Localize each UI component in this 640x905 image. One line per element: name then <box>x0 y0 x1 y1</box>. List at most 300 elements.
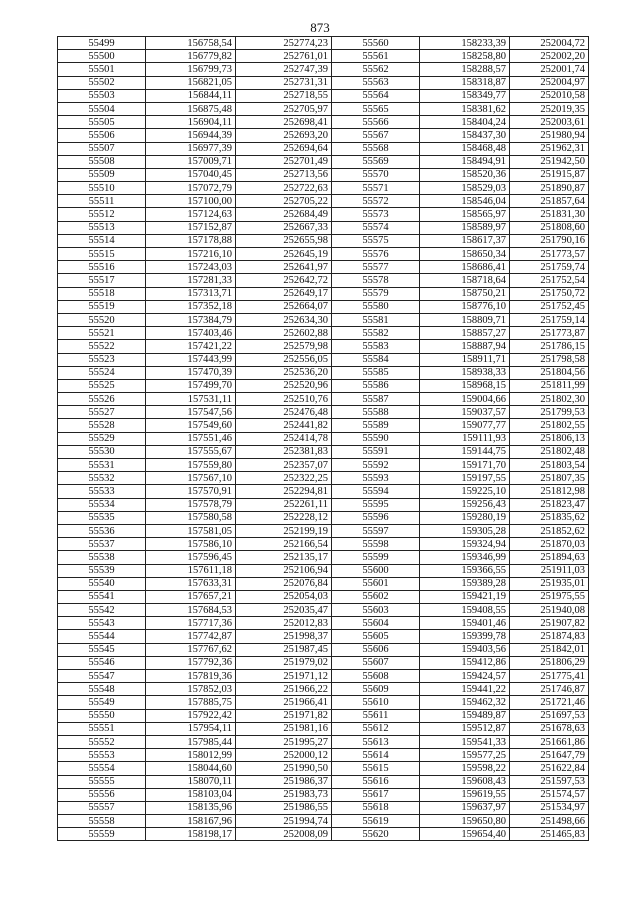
x-coordinate-cell: 157633,31 <box>146 577 236 590</box>
x-coordinate-cell: 157178,88 <box>146 234 236 247</box>
x-coordinate-cell: 159421,19 <box>420 590 510 603</box>
x-coordinate-cell: 158650,34 <box>420 248 510 261</box>
point-number-cell: 55599 <box>332 551 420 564</box>
x-coordinate-cell: 158529,03 <box>420 182 510 195</box>
x-coordinate-cell: 157954,11 <box>146 722 236 735</box>
point-number-cell: 55601 <box>332 577 420 590</box>
table-row <box>58 815 589 828</box>
point-number-cell: 55615 <box>332 762 420 775</box>
point-number-cell: 55570 <box>332 168 420 181</box>
x-coordinate-cell: 159399,78 <box>420 630 510 643</box>
point-number-cell: 55584 <box>332 353 420 366</box>
x-coordinate-cell: 157009,71 <box>146 155 236 168</box>
point-number-cell: 55578 <box>332 274 420 287</box>
y-coordinate-cell: 251966,22 <box>236 683 332 696</box>
y-coordinate-cell: 252520,96 <box>236 379 332 392</box>
x-coordinate-cell: 158911,71 <box>420 353 510 366</box>
table-row <box>58 406 589 419</box>
x-coordinate-cell: 159324,94 <box>420 538 510 551</box>
point-number-cell: 55564 <box>332 89 420 102</box>
x-coordinate-cell: 159401,46 <box>420 617 510 630</box>
point-number-cell: 55619 <box>332 815 420 828</box>
y-coordinate-cell: 252556,05 <box>236 353 332 366</box>
point-number-cell: 55548 <box>58 683 146 696</box>
x-coordinate-cell: 158520,36 <box>420 168 510 181</box>
point-number-cell: 55528 <box>58 419 146 432</box>
table-row <box>58 274 589 287</box>
point-number-cell: 55560 <box>332 37 420 50</box>
x-coordinate-cell: 159619,55 <box>420 788 510 801</box>
point-number-cell: 55535 <box>58 511 146 524</box>
y-coordinate-cell: 252135,17 <box>236 551 332 564</box>
x-coordinate-cell: 158750,21 <box>420 287 510 300</box>
x-coordinate-cell: 158349,77 <box>420 89 510 102</box>
point-number-cell: 55514 <box>58 234 146 247</box>
y-coordinate-cell: 251998,37 <box>236 630 332 643</box>
x-coordinate-cell: 157443,99 <box>146 353 236 366</box>
y-coordinate-cell: 252035,47 <box>236 604 332 617</box>
point-number-cell: 55529 <box>58 432 146 445</box>
y-coordinate-cell: 251750,72 <box>510 287 589 300</box>
point-number-cell: 55583 <box>332 340 420 353</box>
point-number-cell: 55518 <box>58 287 146 300</box>
x-coordinate-cell: 157767,62 <box>146 643 236 656</box>
x-coordinate-cell: 156799,73 <box>146 63 236 76</box>
x-coordinate-cell: 158776,10 <box>420 300 510 313</box>
y-coordinate-cell: 252698,41 <box>236 116 332 129</box>
x-coordinate-cell: 157742,87 <box>146 630 236 643</box>
x-coordinate-cell: 158012,99 <box>146 749 236 762</box>
point-number-cell: 55607 <box>332 656 420 669</box>
point-number-cell: 55616 <box>332 775 420 788</box>
x-coordinate-cell: 157684,53 <box>146 604 236 617</box>
y-coordinate-cell: 252579,98 <box>236 340 332 353</box>
table-row <box>58 37 589 50</box>
point-number-cell: 55588 <box>332 406 420 419</box>
point-number-cell: 55538 <box>58 551 146 564</box>
point-number-cell: 55524 <box>58 366 146 379</box>
y-coordinate-cell: 251790,16 <box>510 234 589 247</box>
x-coordinate-cell: 156821,05 <box>146 76 236 89</box>
page-number: 873 <box>310 20 330 35</box>
x-coordinate-cell: 157570,91 <box>146 485 236 498</box>
x-coordinate-cell: 158437,30 <box>420 129 510 142</box>
y-coordinate-cell: 251678,63 <box>510 722 589 735</box>
table-row <box>58 129 589 142</box>
table-row <box>58 261 589 274</box>
x-coordinate-cell: 159489,87 <box>420 709 510 722</box>
x-coordinate-cell: 158565,97 <box>420 208 510 221</box>
y-coordinate-cell: 252634,30 <box>236 313 332 326</box>
table-row <box>58 472 589 485</box>
y-coordinate-cell: 252166,54 <box>236 538 332 551</box>
table-row <box>58 788 589 801</box>
x-coordinate-cell: 159037,57 <box>420 406 510 419</box>
point-number-cell: 55606 <box>332 643 420 656</box>
point-number-cell: 55534 <box>58 498 146 511</box>
point-number-cell: 55594 <box>332 485 420 498</box>
y-coordinate-cell: 251803,54 <box>510 459 589 472</box>
y-coordinate-cell: 251752,54 <box>510 274 589 287</box>
point-number-cell: 55605 <box>332 630 420 643</box>
table-row <box>58 182 589 195</box>
x-coordinate-cell: 158968,15 <box>420 379 510 392</box>
point-number-cell: 55539 <box>58 564 146 577</box>
y-coordinate-cell: 252012,83 <box>236 617 332 630</box>
point-number-cell: 55600 <box>332 564 420 577</box>
y-coordinate-cell: 251534,97 <box>510 801 589 814</box>
y-coordinate-cell: 252761,01 <box>236 50 332 63</box>
x-coordinate-cell: 157100,00 <box>146 195 236 208</box>
y-coordinate-cell: 251807,35 <box>510 472 589 485</box>
y-coordinate-cell: 251697,53 <box>510 709 589 722</box>
table-row <box>58 393 589 406</box>
x-coordinate-cell: 159441,22 <box>420 683 510 696</box>
x-coordinate-cell: 159637,97 <box>420 801 510 814</box>
y-coordinate-cell: 252705,22 <box>236 195 332 208</box>
x-coordinate-cell: 158617,37 <box>420 234 510 247</box>
x-coordinate-cell: 157580,58 <box>146 511 236 524</box>
x-coordinate-cell: 159541,33 <box>420 735 510 748</box>
table-row <box>58 287 589 300</box>
y-coordinate-cell: 252510,76 <box>236 393 332 406</box>
y-coordinate-cell: 252731,31 <box>236 76 332 89</box>
y-coordinate-cell: 251979,02 <box>236 656 332 669</box>
point-number-cell: 55554 <box>58 762 146 775</box>
point-number-cell: 55536 <box>58 524 146 537</box>
x-coordinate-cell: 157549,60 <box>146 419 236 432</box>
table-row <box>58 221 589 234</box>
y-coordinate-cell: 252649,17 <box>236 287 332 300</box>
y-coordinate-cell: 251759,14 <box>510 313 589 326</box>
x-coordinate-cell: 158044,60 <box>146 762 236 775</box>
point-number-cell: 55586 <box>332 379 420 392</box>
y-coordinate-cell: 252774,23 <box>236 37 332 50</box>
x-coordinate-cell: 159408,55 <box>420 604 510 617</box>
y-coordinate-cell: 251498,66 <box>510 815 589 828</box>
point-number-cell: 55595 <box>332 498 420 511</box>
x-coordinate-cell: 157717,36 <box>146 617 236 630</box>
y-coordinate-cell: 251808,60 <box>510 221 589 234</box>
x-coordinate-cell: 159608,43 <box>420 775 510 788</box>
y-coordinate-cell: 251980,94 <box>510 129 589 142</box>
y-coordinate-cell: 252261,11 <box>236 498 332 511</box>
y-coordinate-cell: 251811,99 <box>510 379 589 392</box>
y-coordinate-cell: 252414,78 <box>236 432 332 445</box>
table-row <box>58 485 589 498</box>
table-row <box>58 590 589 603</box>
point-number-cell: 55540 <box>58 577 146 590</box>
point-number-cell: 55581 <box>332 313 420 326</box>
y-coordinate-cell: 251986,37 <box>236 775 332 788</box>
point-number-cell: 55516 <box>58 261 146 274</box>
table-row <box>58 76 589 89</box>
x-coordinate-cell: 158938,33 <box>420 366 510 379</box>
x-coordinate-cell: 157581,05 <box>146 524 236 537</box>
table-row <box>58 551 589 564</box>
x-coordinate-cell: 157547,56 <box>146 406 236 419</box>
table-row <box>58 208 589 221</box>
y-coordinate-cell: 251597,53 <box>510 775 589 788</box>
point-number-cell: 55507 <box>58 142 146 155</box>
y-coordinate-cell: 251802,30 <box>510 393 589 406</box>
point-number-cell: 55580 <box>332 300 420 313</box>
table-row <box>58 327 589 340</box>
y-coordinate-cell: 252004,97 <box>510 76 589 89</box>
point-number-cell: 55505 <box>58 116 146 129</box>
table-row <box>58 801 589 814</box>
x-coordinate-cell: 157551,46 <box>146 432 236 445</box>
point-number-cell: 55602 <box>332 590 420 603</box>
x-coordinate-cell: 158718,64 <box>420 274 510 287</box>
y-coordinate-cell: 251775,41 <box>510 670 589 683</box>
x-coordinate-cell: 159197,55 <box>420 472 510 485</box>
table-row <box>58 63 589 76</box>
point-number-cell: 55579 <box>332 287 420 300</box>
y-coordinate-cell: 251911,03 <box>510 564 589 577</box>
point-number-cell: 55566 <box>332 116 420 129</box>
point-number-cell: 55608 <box>332 670 420 683</box>
y-coordinate-cell: 251802,48 <box>510 445 589 458</box>
table-row <box>58 670 589 683</box>
y-coordinate-cell: 251773,87 <box>510 327 589 340</box>
point-number-cell: 55551 <box>58 722 146 735</box>
point-number-cell: 55515 <box>58 248 146 261</box>
point-number-cell: 55519 <box>58 300 146 313</box>
x-coordinate-cell: 157313,71 <box>146 287 236 300</box>
y-coordinate-cell: 252747,39 <box>236 63 332 76</box>
x-coordinate-cell: 159280,19 <box>420 511 510 524</box>
point-number-cell: 55575 <box>332 234 420 247</box>
coordinates-table-body <box>58 37 589 841</box>
y-coordinate-cell: 252019,35 <box>510 102 589 115</box>
x-coordinate-cell: 159424,57 <box>420 670 510 683</box>
point-number-cell: 55544 <box>58 630 146 643</box>
x-coordinate-cell: 156758,54 <box>146 37 236 50</box>
point-number-cell: 55526 <box>58 393 146 406</box>
point-number-cell: 55549 <box>58 696 146 709</box>
point-number-cell: 55618 <box>332 801 420 814</box>
y-coordinate-cell: 252199,19 <box>236 524 332 537</box>
table-row <box>58 683 589 696</box>
x-coordinate-cell: 157281,33 <box>146 274 236 287</box>
x-coordinate-cell: 157578,79 <box>146 498 236 511</box>
x-coordinate-cell: 157922,42 <box>146 709 236 722</box>
table-row <box>58 775 589 788</box>
point-number-cell: 55558 <box>58 815 146 828</box>
point-number-cell: 55509 <box>58 168 146 181</box>
y-coordinate-cell: 251661,86 <box>510 735 589 748</box>
y-coordinate-cell: 252441,82 <box>236 419 332 432</box>
table-row <box>58 577 589 590</box>
y-coordinate-cell: 251874,83 <box>510 630 589 643</box>
y-coordinate-cell: 251907,82 <box>510 617 589 630</box>
y-coordinate-cell: 252381,83 <box>236 445 332 458</box>
x-coordinate-cell: 159650,80 <box>420 815 510 828</box>
point-number-cell: 55574 <box>332 221 420 234</box>
y-coordinate-cell: 252693,20 <box>236 129 332 142</box>
x-coordinate-cell: 158494,91 <box>420 155 510 168</box>
point-number-cell: 55522 <box>58 340 146 353</box>
x-coordinate-cell: 158167,96 <box>146 815 236 828</box>
y-coordinate-cell: 252010,58 <box>510 89 589 102</box>
y-coordinate-cell: 251870,03 <box>510 538 589 551</box>
table-row <box>58 419 589 432</box>
point-number-cell: 55553 <box>58 749 146 762</box>
point-number-cell: 55589 <box>332 419 420 432</box>
table-row <box>58 50 589 63</box>
point-number-cell: 55614 <box>332 749 420 762</box>
y-coordinate-cell: 252228,12 <box>236 511 332 524</box>
point-number-cell: 55596 <box>332 511 420 524</box>
x-coordinate-cell: 156904,11 <box>146 116 236 129</box>
x-coordinate-cell: 158468,48 <box>420 142 510 155</box>
x-coordinate-cell: 157555,67 <box>146 445 236 458</box>
y-coordinate-cell: 251831,30 <box>510 208 589 221</box>
x-coordinate-cell: 159512,87 <box>420 722 510 735</box>
point-number-cell: 55612 <box>332 722 420 735</box>
point-number-cell: 55567 <box>332 129 420 142</box>
table-row <box>58 340 589 353</box>
coordinates-table <box>57 36 589 841</box>
x-coordinate-cell: 157885,75 <box>146 696 236 709</box>
point-number-cell: 55502 <box>58 76 146 89</box>
y-coordinate-cell: 251890,87 <box>510 182 589 195</box>
y-coordinate-cell: 251842,01 <box>510 643 589 656</box>
y-coordinate-cell: 251746,87 <box>510 683 589 696</box>
x-coordinate-cell: 159389,28 <box>420 577 510 590</box>
y-coordinate-cell: 252701,49 <box>236 155 332 168</box>
y-coordinate-cell: 252357,07 <box>236 459 332 472</box>
y-coordinate-cell: 251915,87 <box>510 168 589 181</box>
table-row <box>58 762 589 775</box>
y-coordinate-cell: 251894,63 <box>510 551 589 564</box>
y-coordinate-cell: 252722,63 <box>236 182 332 195</box>
table-row <box>58 155 589 168</box>
x-coordinate-cell: 159654,40 <box>420 828 510 841</box>
y-coordinate-cell: 251986,55 <box>236 801 332 814</box>
y-coordinate-cell: 251852,62 <box>510 524 589 537</box>
y-coordinate-cell: 251647,79 <box>510 749 589 762</box>
y-coordinate-cell: 251987,45 <box>236 643 332 656</box>
y-coordinate-cell: 251981,16 <box>236 722 332 735</box>
x-coordinate-cell: 157499,70 <box>146 379 236 392</box>
point-number-cell: 55517 <box>58 274 146 287</box>
y-coordinate-cell: 251574,57 <box>510 788 589 801</box>
y-coordinate-cell: 252294,81 <box>236 485 332 498</box>
x-coordinate-cell: 159144,75 <box>420 445 510 458</box>
x-coordinate-cell: 158381,62 <box>420 102 510 115</box>
table-row <box>58 538 589 551</box>
table-row <box>58 445 589 458</box>
y-coordinate-cell: 251935,01 <box>510 577 589 590</box>
x-coordinate-cell: 158809,71 <box>420 313 510 326</box>
x-coordinate-cell: 156779,82 <box>146 50 236 63</box>
y-coordinate-cell: 251940,08 <box>510 604 589 617</box>
point-number-cell: 55532 <box>58 472 146 485</box>
x-coordinate-cell: 157819,36 <box>146 670 236 683</box>
table-row <box>58 511 589 524</box>
table-row <box>58 722 589 735</box>
x-coordinate-cell: 158589,97 <box>420 221 510 234</box>
y-coordinate-cell: 251804,56 <box>510 366 589 379</box>
x-coordinate-cell: 157596,45 <box>146 551 236 564</box>
y-coordinate-cell: 251812,98 <box>510 485 589 498</box>
x-coordinate-cell: 159225,10 <box>420 485 510 498</box>
table-row <box>58 234 589 247</box>
y-coordinate-cell: 251806,29 <box>510 656 589 669</box>
y-coordinate-cell: 251995,27 <box>236 735 332 748</box>
point-number-cell: 55542 <box>58 604 146 617</box>
point-number-cell: 55617 <box>332 788 420 801</box>
x-coordinate-cell: 159111,93 <box>420 432 510 445</box>
x-coordinate-cell: 157559,80 <box>146 459 236 472</box>
point-number-cell: 55572 <box>332 195 420 208</box>
y-coordinate-cell: 251465,83 <box>510 828 589 841</box>
point-number-cell: 55552 <box>58 735 146 748</box>
point-number-cell: 55556 <box>58 788 146 801</box>
x-coordinate-cell: 159077,77 <box>420 419 510 432</box>
y-coordinate-cell: 252001,74 <box>510 63 589 76</box>
y-coordinate-cell: 252004,72 <box>510 37 589 50</box>
x-coordinate-cell: 157152,87 <box>146 221 236 234</box>
y-coordinate-cell: 251823,47 <box>510 498 589 511</box>
x-coordinate-cell: 158198,17 <box>146 828 236 841</box>
y-coordinate-cell: 252655,98 <box>236 234 332 247</box>
point-number-cell: 55597 <box>332 524 420 537</box>
table-row <box>58 735 589 748</box>
point-number-cell: 55511 <box>58 195 146 208</box>
y-coordinate-cell: 251798,58 <box>510 353 589 366</box>
point-number-cell: 55537 <box>58 538 146 551</box>
point-number-cell: 55510 <box>58 182 146 195</box>
x-coordinate-cell: 159004,66 <box>420 393 510 406</box>
point-number-cell: 55525 <box>58 379 146 392</box>
point-number-cell: 55569 <box>332 155 420 168</box>
y-coordinate-cell: 251622,84 <box>510 762 589 775</box>
x-coordinate-cell: 157611,18 <box>146 564 236 577</box>
x-coordinate-cell: 157243,03 <box>146 261 236 274</box>
y-coordinate-cell: 252000,12 <box>236 749 332 762</box>
table-row <box>58 524 589 537</box>
point-number-cell: 55521 <box>58 327 146 340</box>
point-number-cell: 55591 <box>332 445 420 458</box>
point-number-cell: 55577 <box>332 261 420 274</box>
y-coordinate-cell: 252641,97 <box>236 261 332 274</box>
x-coordinate-cell: 157531,11 <box>146 393 236 406</box>
y-coordinate-cell: 252003,61 <box>510 116 589 129</box>
x-coordinate-cell: 158887,94 <box>420 340 510 353</box>
point-number-cell: 55530 <box>58 445 146 458</box>
x-coordinate-cell: 159346,99 <box>420 551 510 564</box>
x-coordinate-cell: 158103,04 <box>146 788 236 801</box>
x-coordinate-cell: 158288,57 <box>420 63 510 76</box>
table-row <box>58 89 589 102</box>
table-row <box>58 353 589 366</box>
x-coordinate-cell: 158686,41 <box>420 261 510 274</box>
y-coordinate-cell: 252106,94 <box>236 564 332 577</box>
y-coordinate-cell: 252645,19 <box>236 248 332 261</box>
table-row <box>58 116 589 129</box>
table-row <box>58 630 589 643</box>
y-coordinate-cell: 252667,33 <box>236 221 332 234</box>
table-row <box>58 195 589 208</box>
x-coordinate-cell: 156844,11 <box>146 89 236 102</box>
y-coordinate-cell: 251966,41 <box>236 696 332 709</box>
x-coordinate-cell: 157792,36 <box>146 656 236 669</box>
y-coordinate-cell: 251857,64 <box>510 195 589 208</box>
point-number-cell: 55573 <box>332 208 420 221</box>
